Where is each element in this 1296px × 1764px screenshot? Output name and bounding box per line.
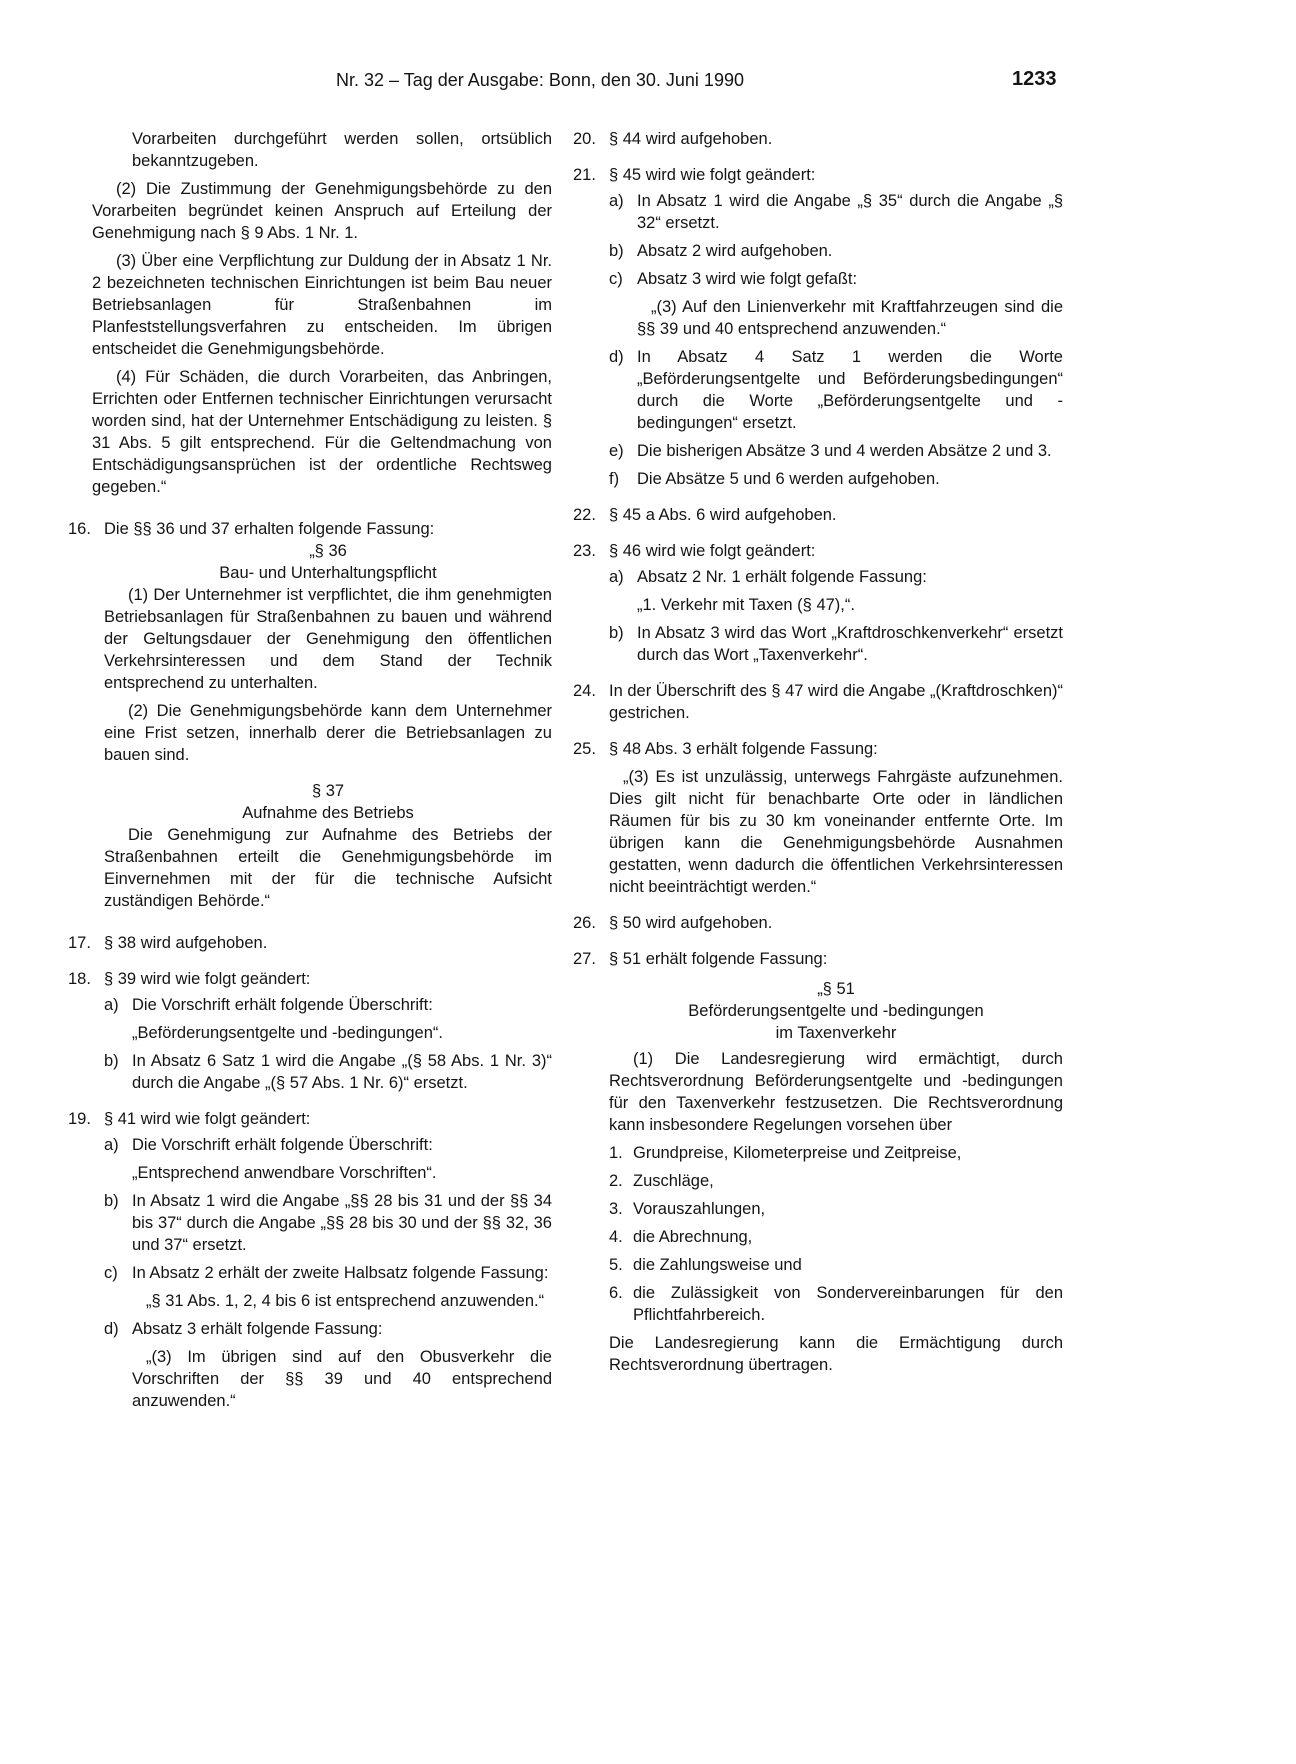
list-item-label: 2. xyxy=(609,1172,623,1190)
item-number: 16. xyxy=(68,520,91,538)
subitem-label: b) xyxy=(609,624,624,642)
paragraph-4: (4) Für Schäden, die durch Vorarbeiten, das Anbringen, Errichten oder Entfernen technischer Einrichtungen verursacht worden sind, hat der Unternehmer Entschädigung zu leisten. § 31 Abs. 5 gilt entsprechend. Für die Geltendmachung von Entschädigungsansprüchen ist der ordentliche Rechtsweg gegeben.“ xyxy=(92,368,552,496)
item-number: 18. xyxy=(68,970,91,988)
item-25 xyxy=(573,738,1063,898)
item-text: In der Überschrift des § 47 wird die Angabe „(Kraftdroschken)“ gestrichen. xyxy=(609,682,1063,722)
list-item-text: die Zulässigkeit von Sondervereinbarungen für den Pflichtfahrbereich. xyxy=(633,1284,1063,1324)
list-item-text: Grundpreise, Kilometerpreise und Zeitpreise, xyxy=(633,1144,962,1162)
subitem-quote: „(3) Auf den Linienverkehr mit Kraftfahrzeugen sind die §§ 39 und 40 entsprechend anzuwenden.“ xyxy=(637,298,1063,338)
subitem-a xyxy=(609,566,1063,616)
item-20 xyxy=(573,128,1063,150)
list-item-label: 6. xyxy=(609,1284,623,1302)
list-item-label: 5. xyxy=(609,1256,623,1274)
subitem-c xyxy=(609,268,1063,340)
subitem-label: a) xyxy=(609,568,624,586)
subitem-quote: „1. Verkehr mit Taxen (§ 47),“. xyxy=(637,596,855,614)
subitem-quote: „§ 31 Abs. 1, 2, 4 bis 6 ist entsprechend anzuwenden.“ xyxy=(146,1292,545,1310)
subitem-text: In Absatz 6 Satz 1 wird die Angabe „(§ 58 Abs. 1 Nr. 3)“ durch die Angabe „(§ 57 Abs. 1 Nr. 6)“ ersetzt. xyxy=(132,1052,552,1092)
subitem-text: In Absatz 1 wird die Angabe „§§ 28 bis 31 und der §§ 34 bis 37“ durch die Angabe „§§ 28 bis 30 und der §§ 32, 36 und 37“ ersetzt. xyxy=(132,1192,552,1254)
list-item-text: die Abrechnung, xyxy=(633,1228,753,1246)
list-item-label: 3. xyxy=(609,1200,623,1218)
subitem-label: b) xyxy=(609,242,624,260)
item-number: 19. xyxy=(68,1110,91,1128)
item-number: 22. xyxy=(573,506,596,524)
item-text: § 38 wird aufgehoben. xyxy=(104,934,268,952)
item-text: § 45 wird wie folgt geändert: xyxy=(609,166,816,184)
subitem-label: b) xyxy=(104,1052,119,1070)
paragraph-2: (2) Die Zustimmung der Genehmigungsbehörde zu den Vorarbeiten begründet keinen Anspruch auf Erteilung der Genehmigung nach § 9 Abs. 1 Nr. 1. xyxy=(92,180,552,242)
list-item xyxy=(609,1170,1063,1192)
item-24 xyxy=(573,680,1063,724)
subitem-text: Die bisherigen Absätze 3 und 4 werden Absätze 2 und 3. xyxy=(637,442,1052,460)
subitem-a xyxy=(104,994,552,1044)
item-number: 24. xyxy=(573,682,596,700)
paragraph-continuation: Vorarbeiten durchgeführt werden sollen, ortsüblich bekanntzugeben. xyxy=(132,130,552,170)
item-18 xyxy=(68,968,552,1094)
subitem-text: Die Vorschrift erhält folgende Überschrift: xyxy=(132,1136,433,1154)
subitem-label: a) xyxy=(104,996,119,1014)
subitem-label: e) xyxy=(609,442,624,460)
subitem-text: Die Absätze 5 und 6 werden aufgehoben. xyxy=(637,470,940,488)
list-item xyxy=(609,1226,1063,1248)
item-number: 21. xyxy=(573,166,596,184)
list-item xyxy=(609,1142,1063,1164)
subitem-text: In Absatz 2 erhält der zweite Halbsatz folgende Fassung: xyxy=(132,1264,549,1282)
subitem-a xyxy=(104,1134,552,1184)
subitem-label: a) xyxy=(609,192,624,210)
subitem-label: c) xyxy=(104,1264,118,1282)
subitem-b xyxy=(609,622,1063,666)
section-51-heading: „§ 51 xyxy=(817,980,855,998)
subitem-e xyxy=(609,440,1063,462)
subitem-text: In Absatz 1 wird die Angabe „§ 35“ durch die Angabe „§ 32“ ersetzt. xyxy=(637,192,1063,232)
item-23 xyxy=(573,540,1063,666)
paragraph-3: (3) Über eine Verpflichtung zur Duldung der in Absatz 1 Nr. 2 bezeichneten technischen Einrichtungen ist beim Bau neuer Betriebsanlagen für Straßenbahnen im Planfeststellungsverfahren zu entscheiden. Im übrigen entscheidet die Genehmigungsbehörde. xyxy=(92,252,552,358)
item-number: 20. xyxy=(573,130,596,148)
item-text: § 46 wird wie folgt geändert: xyxy=(609,542,816,560)
section-37-heading: § 37 xyxy=(311,782,345,800)
list-item xyxy=(609,1198,1063,1220)
item-number: 17. xyxy=(68,934,91,952)
subitem-text: Absatz 2 wird aufgehoben. xyxy=(637,242,833,260)
subitem-text: In Absatz 4 Satz 1 werden die Worte „Beförderungsentgelte und Beförderungsbedingungen“ durch die Worte „Beförderungsentgelte und -bedingungen“ ersetzt. xyxy=(637,348,1063,432)
item-21 xyxy=(573,164,1063,490)
item-number: 26. xyxy=(573,914,596,932)
subitem-b xyxy=(104,1190,552,1256)
item-number: 25. xyxy=(573,740,596,758)
item-text: § 48 Abs. 3 erhält folgende Fassung: xyxy=(609,740,878,758)
subitem-label: f) xyxy=(609,470,620,488)
item-26 xyxy=(573,912,1063,934)
subitem-label: d) xyxy=(609,348,624,366)
item-number: 23. xyxy=(573,542,596,560)
item-17 xyxy=(68,932,552,954)
subitem-quote: „(3) Im übrigen sind auf den Obusverkehr die Vorschriften der §§ 39 und 40 entsprechend anzuwenden.“ xyxy=(132,1348,552,1410)
page-number: 1233 xyxy=(1012,68,1057,90)
item-text: § 39 wird wie folgt geändert: xyxy=(104,970,311,988)
subitem-text: Absatz 3 wird wie folgt gefaßt: xyxy=(637,270,858,288)
section-51-title-line-1: Beförderungsentgelte und -bedingungen xyxy=(688,1002,984,1020)
section-36-heading: „§ 36 xyxy=(309,542,347,560)
section-37-title: Aufnahme des Betriebs xyxy=(242,804,414,822)
item-quote: „(3) Es ist unzulässig, unterwegs Fahrgäste aufzunehmen. Dies gilt nicht für benachbarte Orte oder in ländlichen Räumen für bis zu 30 km voneinander entfernte Orte. Im übrigen kann die Genehmigungsbehörde Ausnahmen gestatten, wenn dadurch die öffentlichen Verkehrsinteressen nicht beeinträchtigt werden.“ xyxy=(609,768,1063,896)
section-36-paragraph-1: (1) Der Unternehmer ist verpflichtet, die ihm genehmigten Betriebsanlagen für Straßenbahnen zu bauen und während der Geltungsdauer der Genehmigung den öffentlichen Verkehrsinteressen und dem Stand der Technik entsprechend zu unterhalten. xyxy=(104,586,552,692)
subitem-d xyxy=(104,1318,552,1412)
item-text: § 41 wird wie folgt geändert: xyxy=(104,1110,311,1128)
left-column xyxy=(68,128,552,1412)
subitem-label: d) xyxy=(104,1320,119,1338)
subitem-text: In Absatz 3 wird das Wort „Kraftdroschkenverkehr“ ersetzt durch das Wort „Taxenverkehr“. xyxy=(637,624,1063,664)
list-item-label: 4. xyxy=(609,1228,623,1246)
item-19 xyxy=(68,1108,552,1412)
item-text: § 44 wird aufgehoben. xyxy=(609,130,773,148)
subitem-text: Absatz 3 erhält folgende Fassung: xyxy=(132,1320,383,1338)
item-22 xyxy=(573,504,1063,526)
section-36-title: Bau- und Unterhaltungspflicht xyxy=(219,564,437,582)
subitem-quote: „Entsprechend anwendbare Vorschriften“. xyxy=(132,1164,437,1182)
page-header xyxy=(0,70,1296,100)
item-27 xyxy=(573,948,1063,1376)
item-text: Die §§ 36 und 37 erhalten folgende Fassung: xyxy=(104,520,435,538)
subitem-c xyxy=(104,1262,552,1312)
subitem-text: Die Vorschrift erhält folgende Überschrift: xyxy=(132,996,433,1014)
section-37-paragraph: Die Genehmigung zur Aufnahme des Betriebs der Straßenbahnen erteilt die Genehmigungsbehörde im Einvernehmen mit der für die technische Aufsicht zuständigen Behörde.“ xyxy=(104,826,552,910)
section-51-closing: Die Landesregierung kann die Ermächtigung durch Rechtsverordnung übertragen. xyxy=(609,1334,1063,1374)
item-16 xyxy=(68,518,552,912)
list-item-text: Zuschläge, xyxy=(633,1172,714,1190)
subitem-b xyxy=(104,1050,552,1094)
section-36-paragraph-2: (2) Die Genehmigungsbehörde kann dem Unternehmer eine Frist setzen, innerhalb derer die Betriebsanlagen zu bauen sind. xyxy=(104,702,552,764)
gazette-issue-line: Nr. 32 – Tag der Ausgabe: Bonn, den 30. Juni 1990 xyxy=(336,70,744,90)
subitem-b xyxy=(609,240,1063,262)
right-column xyxy=(573,128,1063,1382)
subitem-label: c) xyxy=(609,270,623,288)
section-51-title-line-2: im Taxenverkehr xyxy=(775,1024,897,1042)
item-number: 27. xyxy=(573,950,596,968)
subitem-a xyxy=(609,190,1063,234)
item-text: § 51 erhält folgende Fassung: xyxy=(609,950,828,968)
section-51-paragraph-1: (1) Die Landesregierung wird ermächtigt, durch Rechtsverordnung Beförderungsentgelte und -bedingungen für den Taxenverkehr festzusetzen. Die Rechtsverordnung kann insbesondere Regelungen vorsehen über xyxy=(609,1050,1063,1134)
subitem-text: Absatz 2 Nr. 1 erhält folgende Fassung: xyxy=(637,568,927,586)
subitem-label: a) xyxy=(104,1136,119,1154)
list-item-text: Vorauszahlungen, xyxy=(633,1200,766,1218)
list-item-label: 1. xyxy=(609,1144,623,1162)
subitem-label: b) xyxy=(104,1192,119,1210)
item-text: § 45 a Abs. 6 wird aufgehoben. xyxy=(609,506,837,524)
list-item-text: die Zahlungsweise und xyxy=(633,1256,802,1274)
list-item xyxy=(609,1254,1063,1276)
subitem-quote: „Beförderungsentgelte und -bedingungen“. xyxy=(132,1024,443,1042)
list-item xyxy=(609,1282,1063,1326)
item-text: § 50 wird aufgehoben. xyxy=(609,914,773,932)
subitem-f xyxy=(609,468,1063,490)
regulation-list xyxy=(609,1142,1063,1326)
subitem-d xyxy=(609,346,1063,434)
